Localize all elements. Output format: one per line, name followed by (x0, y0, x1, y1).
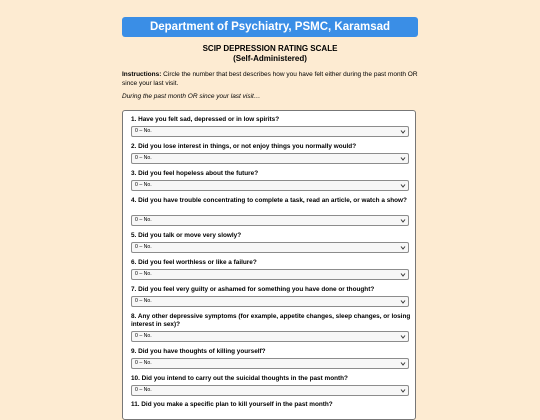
instructions (122, 71, 422, 88)
question-1-select[interactable] (131, 126, 409, 137)
question-4-value: 0 – No. (135, 217, 152, 223)
question-10-label: 10. Did you intend to carry out the suicidal thoughts in the past month? (131, 375, 348, 382)
question-6-label: 6. Did you feel worthless or like a failure? (131, 259, 257, 266)
question-8-select[interactable] (131, 331, 409, 342)
question-9-value: 0 – No. (135, 360, 152, 366)
question-3-label: 3. Did you feel hopeless about the future? (131, 170, 259, 177)
question-6-value: 0 – No. (135, 271, 152, 277)
instructions-text: Circle the number that best describes how you have felt either during the past month OR since your last visit. (122, 71, 418, 87)
chevron-down-icon (400, 155, 406, 163)
question-6-select[interactable] (131, 269, 409, 280)
question-5-value: 0 – No. (135, 244, 152, 250)
period-text: During the past month OR since your last visit… (122, 93, 261, 100)
chevron-down-icon (400, 360, 406, 368)
question-4-label: 4. Did you have trouble concentrating to complete a task, read an article, or watch a show? (131, 197, 407, 204)
chevron-down-icon (400, 298, 406, 306)
question-9-label: 9. Did you have thoughts of killing yourself? (131, 348, 266, 355)
scale-title: SCIP DEPRESSION RATING SCALE (202, 44, 338, 53)
question-2-label: 2. Did you lose interest in things, or not enjoy things you normally would? (131, 143, 357, 150)
department-header: Department of Psychiatry, PSMC, Karamsad (122, 17, 418, 37)
chevron-down-icon (400, 244, 406, 252)
question-5-select[interactable] (131, 242, 409, 253)
question-7-select[interactable] (131, 296, 409, 307)
question-7-value: 0 – No. (135, 298, 152, 304)
question-9-select[interactable] (131, 358, 409, 369)
chevron-down-icon (400, 387, 406, 395)
chevron-down-icon (400, 128, 406, 136)
question-3-select[interactable] (131, 180, 409, 191)
chevron-down-icon (400, 333, 406, 341)
question-8-value: 0 – No. (135, 333, 152, 339)
question-5-label: 5. Did you talk or move very slowly? (131, 232, 242, 239)
question-10-value: 0 – No. (135, 387, 152, 393)
instructions-label: Instructions: (122, 71, 162, 78)
chevron-down-icon (400, 217, 406, 225)
question-2-value: 0 – No. (135, 155, 152, 161)
question-4-select[interactable] (131, 215, 409, 226)
chevron-down-icon (400, 182, 406, 190)
question-11-label: 11. Did you make a specific plan to kill yourself in the past month? (131, 401, 333, 408)
question-1-label: 1. Have you felt sad, depressed or in low spirits? (131, 116, 280, 123)
chevron-down-icon (400, 271, 406, 279)
question-3-value: 0 – No. (135, 182, 152, 188)
question-8-label: 8. Any other depressive symptoms (for example, appetite changes, sleep changes, or losing interest in sex)? (131, 313, 411, 328)
scale-subtitle: (Self-Administered) (233, 54, 307, 63)
question-7-label: 7. Did you feel very guilty or ashamed for something you have done or thought? (131, 286, 375, 293)
question-2-select[interactable] (131, 153, 409, 164)
question-1-value: 0 – No. (135, 128, 152, 134)
question-10-select[interactable] (131, 385, 409, 396)
scale-title-block (0, 44, 540, 64)
